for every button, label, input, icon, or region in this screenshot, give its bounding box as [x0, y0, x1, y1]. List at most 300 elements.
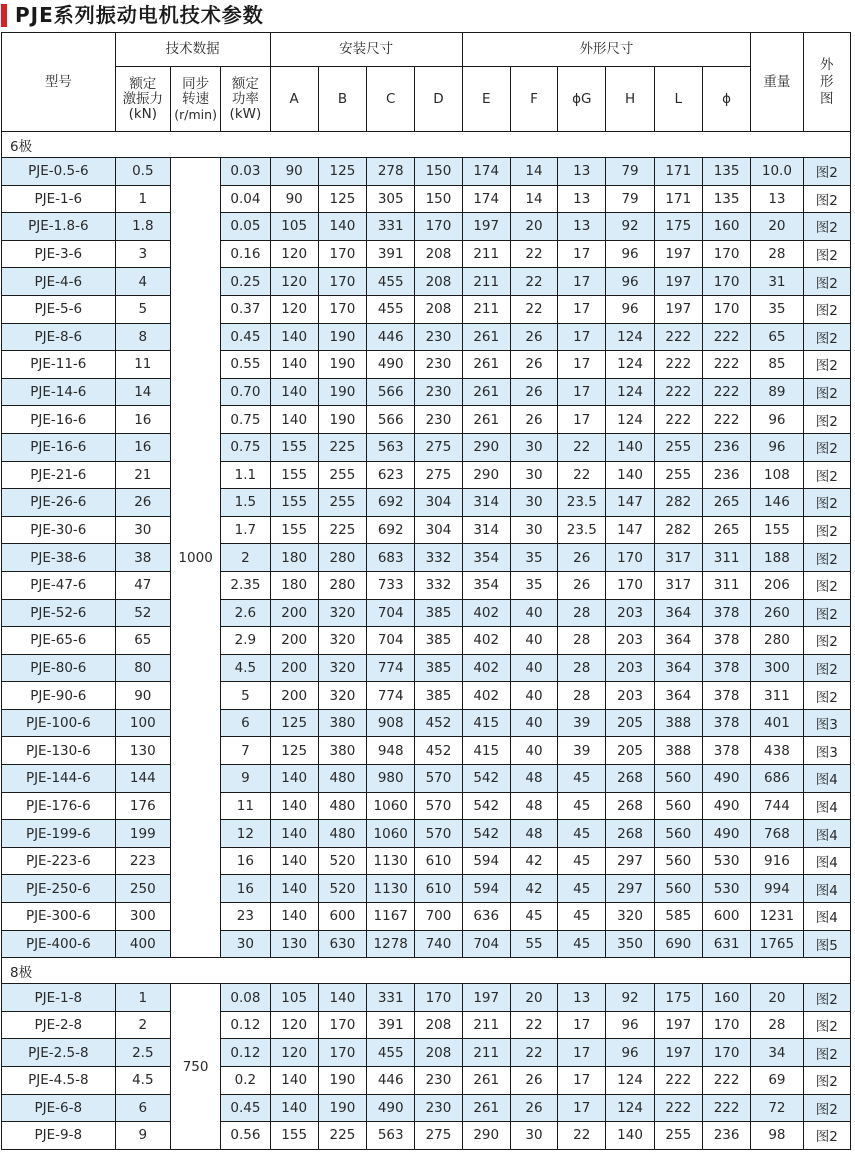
- cell-weight: 65: [751, 323, 803, 351]
- cell-dim-b: 480: [318, 765, 366, 793]
- cell-dim-e: 211: [462, 240, 510, 268]
- cell-dim-g: 28: [558, 654, 606, 682]
- cell-dim-d: 230: [415, 351, 462, 379]
- cell-dim-e: 542: [462, 792, 510, 820]
- cell-dim-g: 17: [558, 295, 606, 323]
- cell-weight: 28: [751, 240, 803, 268]
- cell-dim-d: 230: [415, 406, 462, 434]
- cell-weight: 96: [751, 433, 803, 461]
- cell-power: 0.08: [221, 984, 270, 1012]
- cell-dim-l: 560: [654, 875, 702, 903]
- cell-dim-d: 275: [415, 1122, 462, 1150]
- cell-model: PJE-9-8: [2, 1122, 116, 1150]
- cell-force: 5: [115, 295, 170, 323]
- cell-dim-phi: 236: [702, 461, 750, 489]
- cell-weight: 108: [751, 461, 803, 489]
- header-tech-data: 技术数据: [115, 33, 270, 67]
- cell-dim-e: 314: [462, 516, 510, 544]
- cell-dim-c: 331: [367, 984, 415, 1012]
- table-row: [2, 627, 851, 655]
- cell-figure: 图3: [803, 737, 850, 765]
- cell-dim-d: 610: [415, 875, 462, 903]
- cell-dim-d: 208: [415, 268, 462, 296]
- cell-figure: 图2: [803, 1067, 850, 1095]
- cell-dim-d: 332: [415, 571, 462, 599]
- header-figure-label: 外形图: [820, 56, 834, 107]
- table-row: [2, 930, 851, 958]
- cell-dim-l: 364: [654, 654, 702, 682]
- cell-force: 65: [115, 627, 170, 655]
- table-row: [2, 433, 851, 461]
- cell-dim-l: 388: [654, 709, 702, 737]
- cell-dim-g: 13: [558, 185, 606, 213]
- table-row: [2, 1094, 851, 1122]
- cell-dim-f: 26: [510, 406, 557, 434]
- cell-figure: 图2: [803, 516, 850, 544]
- cell-dim-c: 908: [367, 709, 415, 737]
- cell-dim-d: 452: [415, 737, 462, 765]
- cell-dim-d: 230: [415, 323, 462, 351]
- cell-dim-g: 17: [558, 1039, 606, 1067]
- cell-dim-l: 560: [654, 820, 702, 848]
- cell-dim-c: 623: [367, 461, 415, 489]
- cell-dim-h: 203: [606, 654, 654, 682]
- cell-dim-phi: 222: [702, 323, 750, 351]
- cell-dim-f: 26: [510, 323, 557, 351]
- cell-dim-e: 354: [462, 571, 510, 599]
- cell-dim-d: 170: [415, 213, 462, 241]
- cell-dim-d: 230: [415, 1067, 462, 1095]
- cell-model: PJE-8-6: [2, 323, 116, 351]
- cell-dim-e: 174: [462, 185, 510, 213]
- cell-dim-d: 740: [415, 930, 462, 958]
- header-speed-line1: 同步: [182, 75, 210, 92]
- cell-force: 11: [115, 351, 170, 379]
- cell-dim-c: 391: [367, 240, 415, 268]
- cell-dim-a: 155: [270, 489, 318, 517]
- table-row: [2, 185, 851, 213]
- header-model: 型号: [2, 33, 116, 132]
- cell-dim-h: 124: [606, 1067, 654, 1095]
- cell-dim-l: 560: [654, 847, 702, 875]
- cell-dim-e: 542: [462, 765, 510, 793]
- cell-dim-g: 39: [558, 709, 606, 737]
- cell-dim-f: 30: [510, 516, 557, 544]
- cell-dim-h: 96: [606, 1039, 654, 1067]
- cell-dim-phi: 490: [702, 765, 750, 793]
- cell-dim-h: 96: [606, 240, 654, 268]
- cell-model: PJE-80-6: [2, 654, 116, 682]
- cell-figure: 图2: [803, 1011, 850, 1039]
- cell-force: 3: [115, 240, 170, 268]
- cell-dim-a: 140: [270, 323, 318, 351]
- cell-dim-a: 140: [270, 1094, 318, 1122]
- cell-dim-f: 22: [510, 1011, 557, 1039]
- cell-figure: 图2: [803, 682, 850, 710]
- cell-dim-g: 45: [558, 820, 606, 848]
- cell-dim-b: 225: [318, 516, 366, 544]
- cell-model: PJE-2.5-8: [2, 1039, 116, 1067]
- cell-dim-d: 385: [415, 654, 462, 682]
- cell-weight: 85: [751, 351, 803, 379]
- cell-dim-g: 45: [558, 765, 606, 793]
- cell-force: 21: [115, 461, 170, 489]
- cell-weight: 155: [751, 516, 803, 544]
- cell-dim-a: 140: [270, 792, 318, 820]
- cell-dim-g: 45: [558, 903, 606, 931]
- cell-dim-e: 415: [462, 737, 510, 765]
- cell-dim-phi: 530: [702, 875, 750, 903]
- cell-dim-c: 948: [367, 737, 415, 765]
- cell-dim-b: 480: [318, 792, 366, 820]
- cell-dim-g: 13: [558, 158, 606, 186]
- cell-weight: 206: [751, 571, 803, 599]
- title-bar: [0, 0, 855, 30]
- cell-power: 1.7: [221, 516, 270, 544]
- cell-dim-c: 455: [367, 268, 415, 296]
- cell-dim-phi: 170: [702, 1011, 750, 1039]
- cell-dim-a: 120: [270, 240, 318, 268]
- cell-dim-h: 147: [606, 489, 654, 517]
- cell-dim-h: 350: [606, 930, 654, 958]
- cell-dim-g: 39: [558, 737, 606, 765]
- cell-model: PJE-2-8: [2, 1011, 116, 1039]
- cell-dim-a: 120: [270, 268, 318, 296]
- cell-figure: 图2: [803, 1122, 850, 1150]
- cell-dim-c: 774: [367, 682, 415, 710]
- cell-dim-l: 255: [654, 461, 702, 489]
- cell-power: 0.56: [221, 1122, 270, 1150]
- cell-dim-l: 585: [654, 903, 702, 931]
- cell-dim-l: 364: [654, 599, 702, 627]
- cell-dim-h: 205: [606, 737, 654, 765]
- cell-power: 4.5: [221, 654, 270, 682]
- cell-dim-d: 700: [415, 903, 462, 931]
- cell-dim-c: 704: [367, 599, 415, 627]
- cell-dim-e: 211: [462, 1039, 510, 1067]
- cell-dim-l: 197: [654, 1011, 702, 1039]
- cell-dim-phi: 222: [702, 351, 750, 379]
- cell-dim-l: 255: [654, 433, 702, 461]
- section-label: 6极: [2, 132, 851, 158]
- cell-dim-l: 197: [654, 295, 702, 323]
- cell-figure: 图2: [803, 185, 850, 213]
- cell-power: 0.75: [221, 433, 270, 461]
- cell-dim-b: 140: [318, 984, 366, 1012]
- cell-model: PJE-90-6: [2, 682, 116, 710]
- cell-dim-a: 125: [270, 709, 318, 737]
- cell-dim-h: 205: [606, 709, 654, 737]
- cell-dim-l: 317: [654, 571, 702, 599]
- cell-dim-b: 140: [318, 213, 366, 241]
- spec-table-body: [2, 132, 851, 1150]
- cell-dim-e: 354: [462, 544, 510, 572]
- cell-power: 30: [221, 930, 270, 958]
- cell-figure: 图2: [803, 461, 850, 489]
- cell-dim-d: 332: [415, 544, 462, 572]
- cell-weight: 69: [751, 1067, 803, 1095]
- cell-force: 2.5: [115, 1039, 170, 1067]
- cell-power: 1.5: [221, 489, 270, 517]
- header-power-line1: 额定: [231, 75, 259, 92]
- cell-dim-b: 380: [318, 737, 366, 765]
- cell-dim-e: 261: [462, 351, 510, 379]
- table-row: [2, 240, 851, 268]
- cell-dim-c: 774: [367, 654, 415, 682]
- cell-dim-l: 317: [654, 544, 702, 572]
- cell-dim-f: 22: [510, 295, 557, 323]
- cell-dim-d: 610: [415, 847, 462, 875]
- cell-dim-b: 190: [318, 1094, 366, 1122]
- header-speed-line2: 转速: [182, 90, 210, 107]
- table-row: [2, 461, 851, 489]
- cell-dim-f: 40: [510, 709, 557, 737]
- cell-dim-b: 320: [318, 627, 366, 655]
- table-row: [2, 351, 851, 379]
- cell-dim-phi: 311: [702, 544, 750, 572]
- cell-dim-h: 92: [606, 213, 654, 241]
- cell-dim-g: 23.5: [558, 489, 606, 517]
- cell-dim-l: 388: [654, 737, 702, 765]
- cell-dim-a: 200: [270, 682, 318, 710]
- cell-dim-f: 42: [510, 847, 557, 875]
- cell-force: 0.5: [115, 158, 170, 186]
- cell-dim-e: 594: [462, 847, 510, 875]
- cell-model: PJE-26-6: [2, 489, 116, 517]
- cell-power: 0.70: [221, 378, 270, 406]
- cell-force: 2: [115, 1011, 170, 1039]
- table-row: [2, 599, 851, 627]
- cell-dim-d: 385: [415, 627, 462, 655]
- cell-weight: 146: [751, 489, 803, 517]
- cell-dim-c: 692: [367, 516, 415, 544]
- header-force-line2: 激振力: [122, 90, 164, 107]
- cell-dim-c: 1060: [367, 792, 415, 820]
- cell-figure: 图2: [803, 544, 850, 572]
- cell-model: PJE-38-6: [2, 544, 116, 572]
- cell-dim-a: 140: [270, 875, 318, 903]
- cell-dim-l: 222: [654, 1067, 702, 1095]
- cell-dim-phi: 135: [702, 158, 750, 186]
- cell-dim-f: 42: [510, 875, 557, 903]
- cell-dim-f: 48: [510, 792, 557, 820]
- cell-weight: 34: [751, 1039, 803, 1067]
- cell-figure: 图2: [803, 1039, 850, 1067]
- cell-weight: 1765: [751, 930, 803, 958]
- cell-power: 16: [221, 875, 270, 903]
- cell-figure: 图4: [803, 875, 850, 903]
- cell-model: PJE-16-6: [2, 433, 116, 461]
- cell-dim-phi: 170: [702, 1039, 750, 1067]
- cell-dim-h: 96: [606, 1011, 654, 1039]
- cell-dim-h: 170: [606, 544, 654, 572]
- table-row: [2, 295, 851, 323]
- cell-dim-g: 17: [558, 1094, 606, 1122]
- cell-figure: 图2: [803, 489, 850, 517]
- cell-force: 8: [115, 323, 170, 351]
- cell-power: 0.05: [221, 213, 270, 241]
- cell-dim-l: 364: [654, 682, 702, 710]
- cell-dim-d: 570: [415, 792, 462, 820]
- cell-dim-g: 26: [558, 571, 606, 599]
- cell-weight: 1231: [751, 903, 803, 931]
- cell-dim-a: 155: [270, 1122, 318, 1150]
- cell-power: 0.12: [221, 1011, 270, 1039]
- cell-dim-a: 140: [270, 351, 318, 379]
- cell-dim-h: 203: [606, 682, 654, 710]
- cell-dim-c: 683: [367, 544, 415, 572]
- page-title: PJE系列振动电机技术参数: [15, 3, 264, 27]
- cell-force: 80: [115, 654, 170, 682]
- cell-figure: 图4: [803, 765, 850, 793]
- cell-dim-c: 1278: [367, 930, 415, 958]
- cell-model: PJE-16-6: [2, 406, 116, 434]
- cell-dim-d: 275: [415, 461, 462, 489]
- cell-dim-a: 140: [270, 406, 318, 434]
- cell-dim-phi: 170: [702, 295, 750, 323]
- cell-dim-c: 1130: [367, 847, 415, 875]
- table-row: [2, 1039, 851, 1067]
- cell-dim-a: 140: [270, 903, 318, 931]
- cell-dim-a: 140: [270, 820, 318, 848]
- cell-weight: 280: [751, 627, 803, 655]
- cell-force: 223: [115, 847, 170, 875]
- cell-dim-phi: 222: [702, 1067, 750, 1095]
- cell-force: 199: [115, 820, 170, 848]
- cell-dim-l: 175: [654, 984, 702, 1012]
- cell-dim-d: 170: [415, 984, 462, 1012]
- cell-dim-h: 140: [606, 433, 654, 461]
- cell-dim-phi: 378: [702, 627, 750, 655]
- header-row-top: [2, 33, 851, 67]
- cell-figure: 图2: [803, 571, 850, 599]
- cell-dim-f: 40: [510, 654, 557, 682]
- cell-dim-d: 230: [415, 378, 462, 406]
- cell-dim-a: 140: [270, 765, 318, 793]
- cell-weight: 260: [751, 599, 803, 627]
- cell-dim-e: 211: [462, 268, 510, 296]
- cell-dim-f: 22: [510, 1039, 557, 1067]
- cell-model: PJE-199-6: [2, 820, 116, 848]
- table-row: [2, 820, 851, 848]
- cell-dim-c: 1167: [367, 903, 415, 931]
- cell-dim-f: 30: [510, 433, 557, 461]
- cell-power: 0.2: [221, 1067, 270, 1095]
- section-row: [2, 132, 851, 158]
- table-row: [2, 1067, 851, 1095]
- cell-figure: 图4: [803, 847, 850, 875]
- table-row: [2, 1122, 851, 1150]
- table-row: [2, 875, 851, 903]
- cell-figure: 图4: [803, 903, 850, 931]
- cell-dim-a: 140: [270, 847, 318, 875]
- cell-dim-b: 255: [318, 461, 366, 489]
- cell-power: 1.1: [221, 461, 270, 489]
- cell-figure: 图2: [803, 213, 850, 241]
- cell-force: 1: [115, 984, 170, 1012]
- cell-weight: 438: [751, 737, 803, 765]
- cell-dim-b: 170: [318, 240, 366, 268]
- cell-dim-g: 45: [558, 930, 606, 958]
- cell-dim-a: 200: [270, 627, 318, 655]
- cell-power: 12: [221, 820, 270, 848]
- cell-force: 47: [115, 571, 170, 599]
- cell-model: PJE-1-8: [2, 984, 116, 1012]
- cell-dim-g: 13: [558, 984, 606, 1012]
- cell-dim-g: 45: [558, 875, 606, 903]
- cell-dim-g: 22: [558, 1122, 606, 1150]
- cell-model: PJE-21-6: [2, 461, 116, 489]
- cell-dim-g: 17: [558, 240, 606, 268]
- cell-power: 23: [221, 903, 270, 931]
- cell-force: 6: [115, 1094, 170, 1122]
- cell-dim-d: 385: [415, 682, 462, 710]
- cell-figure: 图2: [803, 433, 850, 461]
- cell-dim-f: 22: [510, 268, 557, 296]
- cell-model: PJE-300-6: [2, 903, 116, 931]
- cell-dim-b: 125: [318, 158, 366, 186]
- cell-dim-b: 600: [318, 903, 366, 931]
- cell-power: 2.9: [221, 627, 270, 655]
- cell-dim-phi: 600: [702, 903, 750, 931]
- cell-dim-b: 320: [318, 654, 366, 682]
- cell-dim-phi: 160: [702, 984, 750, 1012]
- cell-dim-e: 415: [462, 709, 510, 737]
- cell-dim-f: 48: [510, 820, 557, 848]
- cell-dim-f: 22: [510, 240, 557, 268]
- cell-dim-g: 13: [558, 213, 606, 241]
- cell-dim-h: 92: [606, 984, 654, 1012]
- cell-dim-g: 28: [558, 599, 606, 627]
- table-row: [2, 571, 851, 599]
- cell-model: PJE-0.5-6: [2, 158, 116, 186]
- cell-dim-f: 45: [510, 903, 557, 931]
- cell-force: 130: [115, 737, 170, 765]
- cell-dim-l: 197: [654, 268, 702, 296]
- cell-dim-b: 320: [318, 599, 366, 627]
- cell-dim-l: 171: [654, 158, 702, 186]
- cell-dim-b: 190: [318, 323, 366, 351]
- cell-weight: 89: [751, 378, 803, 406]
- cell-weight: 13: [751, 185, 803, 213]
- cell-dim-h: 96: [606, 268, 654, 296]
- cell-dim-phi: 222: [702, 406, 750, 434]
- header-force-line3: (kN): [128, 105, 158, 122]
- cell-weight: 72: [751, 1094, 803, 1122]
- cell-dim-f: 26: [510, 1094, 557, 1122]
- cell-model: PJE-100-6: [2, 709, 116, 737]
- header-dim-g: ϕG: [558, 67, 606, 132]
- header-outline-dims: 外形尺寸: [462, 33, 751, 67]
- cell-dim-d: 275: [415, 433, 462, 461]
- cell-power: 6: [221, 709, 270, 737]
- cell-dim-b: 520: [318, 875, 366, 903]
- cell-dim-b: 380: [318, 709, 366, 737]
- header-speed-line3: (r/min): [174, 106, 217, 122]
- cell-dim-c: 1130: [367, 875, 415, 903]
- cell-weight: 311: [751, 682, 803, 710]
- cell-force: 26: [115, 489, 170, 517]
- cell-dim-a: 200: [270, 654, 318, 682]
- cell-dim-e: 261: [462, 406, 510, 434]
- cell-dim-l: 222: [654, 1094, 702, 1122]
- cell-dim-c: 391: [367, 1011, 415, 1039]
- cell-dim-phi: 490: [702, 820, 750, 848]
- cell-dim-d: 570: [415, 765, 462, 793]
- cell-dim-h: 79: [606, 158, 654, 186]
- cell-dim-h: 268: [606, 792, 654, 820]
- cell-force: 400: [115, 930, 170, 958]
